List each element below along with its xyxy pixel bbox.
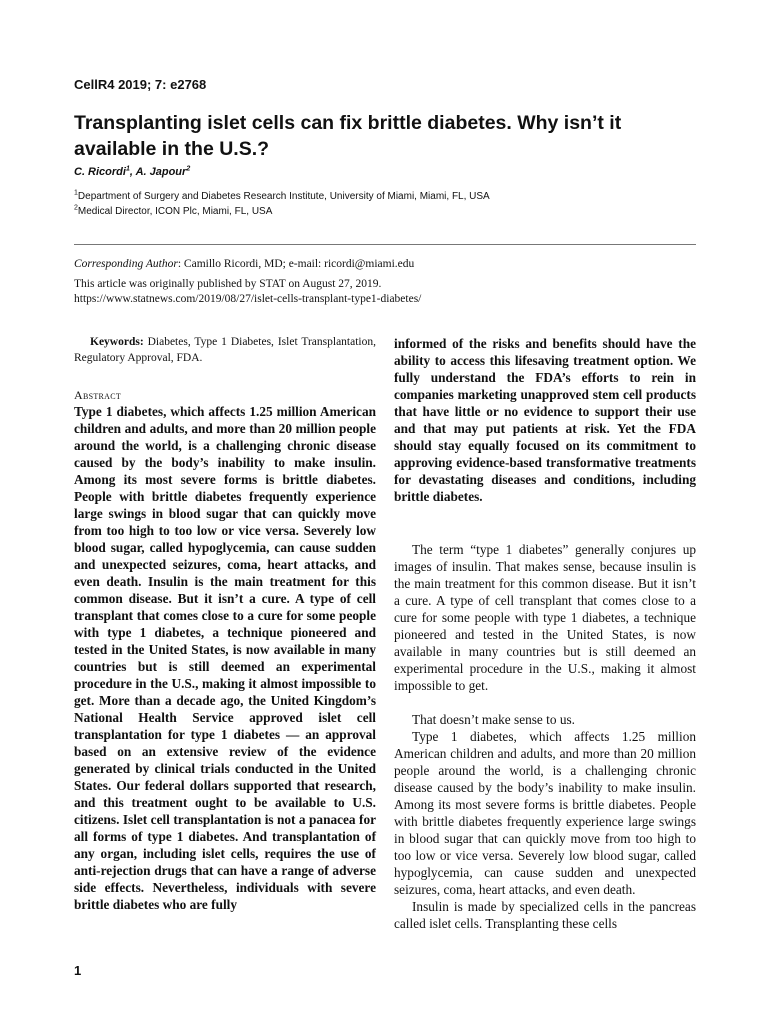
affiliation-text: Department of Surgery and Diabetes Research Institute, University of Miami, Miami, FL, USA [77, 191, 490, 202]
affiliation [74, 191, 490, 202]
author-name: C. Ricordi [74, 166, 126, 178]
body-paragraph: The term “type 1 diabetes” generally conjures up images of insulin. That makes sense, because insulin is the main treatment for this common disease. But it isn’t a cure. A type of cell transplant that comes close to a cure for some people with type 1 diabetes, a technique pioneered and tested in the United States, is now available in many countries but is still deemed an experimental procedure in the U.S., making it almost impossible to get. [394, 542, 696, 693]
corresponding-author [74, 258, 414, 270]
affiliation-marker: 2 [74, 204, 78, 212]
author-separator: , [129, 166, 136, 178]
body-paragraph: Type 1 diabetes, which affects 1.25 million American children and adults, and more than 20 million people around the world, is a challenging chronic disease caused by the body’s inability to make insulin. Among its most severe forms is brittle diabetes. People with brittle diabetes frequently experience large swings in blood sugar that can quickly move from too high to too low or vice versa. Severely low blood sugar, called hypoglycemia, can cause sudden and unexpected seizures, coma, heart attacks, and even death. [394, 729, 696, 897]
keywords [74, 335, 376, 366]
right-column [394, 335, 696, 932]
abstract-text: Type 1 diabetes, which affects 1.25 million American children and adults, and more than 20 million people around the world, is a challenging chronic disease caused by the body’s inability to make insulin. Among its most severe forms is brittle diabetes. People with brittle diabetes frequently experience large swings in blood sugar that can quickly move from too high to too low or vice versa. Severely low blood sugar, called hypoglycemia, can cause sudden and unexpected seizures, coma, heart attacks, and even death. Insulin is the main treatment for this common disease. But it isn’t a cure. A type of cell transplant that comes close to a cure for some people with type 1 diabetes, a technique pioneered and tested in the United States, is now available in many countries but is still deemed an experimental procedure in the U.S., making it almost impossible to get. More than a decade ago, the United Kingdom’s National Health Service approved islet cell transplantation for type 1 diabetes — an approval based on an extensive review of the evidence generated by clinical trials conducted in the United States. Our federal dollars supported that research, and this treatment ought to be available to U.S. citizens. Islet cell transplantation is not a panacea for all forms of type 1 diabetes. And transplantation of any organ, including islet cells, requires the use of anti-rejection drugs that can have a range of adverse side effects. Nevertheless, individuals with severe brittle diabetes who are fully [74, 404, 376, 912]
page-number: 1 [74, 963, 82, 978]
body-paragraph: Insulin is made by specialized cells in the pancreas called islet cells. Transplanting these cells [394, 899, 696, 931]
abstract-continuation: informed of the risks and benefits should have the ability to access this lifesaving treatment option. We fully understand the FDA’s efforts to rein in companies marketing unapproved stem cell products that have little or no evidence to support their use and that may put patients at risk. Yet the FDA should stay equally focused on its commitment to approving evidence-based transformative treatments for devastating diseases and conditions, including brittle diabetes. [394, 336, 696, 504]
affiliation-text: Medical Director, ICON Plc, Miami, FL, USA [77, 206, 273, 217]
affiliation-marker: 1 [125, 165, 130, 173]
journal-reference: CellR4 2019; 7: e2768 [74, 77, 207, 92]
keywords-text: Diabetes, Type 1 Diabetes, Islet Transplantation, Regulatory Approval, FDA. [74, 336, 376, 364]
publication-note: This article was originally published by STAT on August 27, 2019. [74, 278, 382, 290]
author-list [74, 166, 190, 178]
abstract-heading: Abstract [74, 388, 122, 402]
author-name: A. Japour [135, 166, 187, 178]
body-paragraph: That doesn’t make sense to us. [412, 712, 575, 727]
affiliation-marker: 1 [74, 189, 78, 197]
affiliation [74, 206, 272, 217]
left-column [74, 335, 376, 913]
horizontal-rule [74, 244, 696, 245]
keywords-label: Keywords: [90, 336, 144, 348]
affiliation-marker: 2 [186, 165, 191, 173]
article-title: Transplanting islet cells can fix brittle diabetes. Why isn’t it available in the U.S.? [74, 112, 622, 160]
corresponding-author-label: Corresponding Author [74, 258, 178, 270]
corresponding-author-text: : Camillo Ricordi, MD; e-mail: ricordi@miami.edu [177, 258, 415, 270]
source-url: https://www.statnews.com/2019/08/27/islet-cells-transplant-type1-diabetes/ [74, 293, 422, 305]
